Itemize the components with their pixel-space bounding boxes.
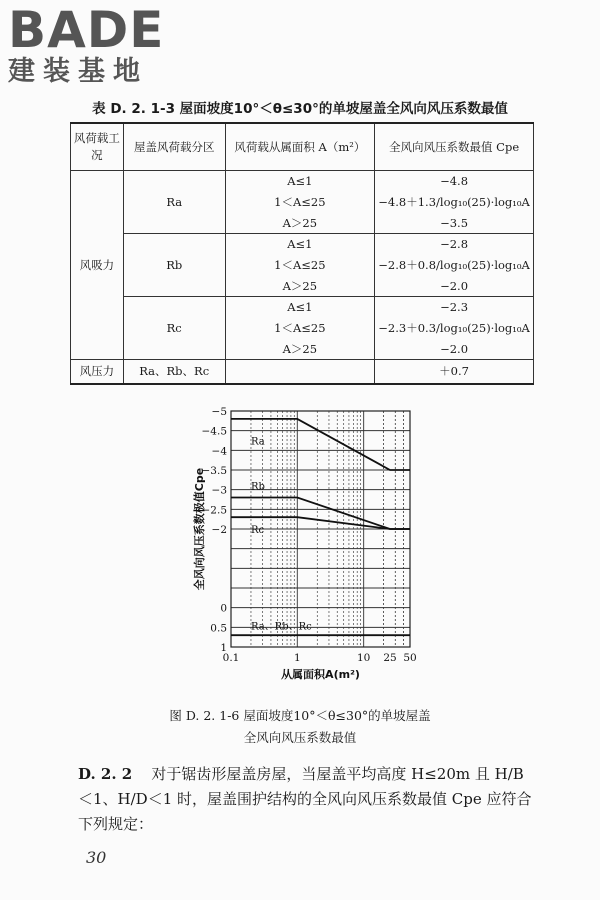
area-range: A＞25 bbox=[282, 215, 318, 230]
header-cell: 全风向风压系数最值 Cpe bbox=[375, 123, 534, 171]
table-row bbox=[71, 234, 534, 297]
chart-svg bbox=[0, 398, 600, 698]
y-tick-label: −2.5 bbox=[201, 504, 227, 517]
x-axis-label: 从属面积A(m²) bbox=[281, 668, 360, 681]
area-range: A＞25 bbox=[282, 278, 318, 293]
table-header-row bbox=[71, 123, 534, 171]
area-range: A≤1 bbox=[287, 237, 313, 252]
y-tick-label: −3.5 bbox=[201, 465, 227, 477]
y-tick-label: −3 bbox=[211, 484, 227, 497]
value-cell bbox=[375, 297, 534, 360]
paragraph-number: D. 2. 2 bbox=[78, 765, 133, 783]
header-cell: 风荷载工况 bbox=[71, 123, 124, 171]
coefficient-table bbox=[70, 122, 534, 385]
area-range: 1＜A≤25 bbox=[274, 257, 326, 272]
area-range: 1＜A≤25 bbox=[274, 194, 326, 209]
y-tick-label: 0.5 bbox=[210, 622, 227, 635]
coef-value: −2.0 bbox=[440, 341, 469, 356]
header-cell: 风荷载从属面积 A（m²） bbox=[225, 123, 375, 171]
zone-cell: Ra bbox=[123, 171, 225, 234]
area-cell bbox=[225, 297, 375, 360]
zone-cell: Rb bbox=[123, 234, 225, 297]
zone-cell: Ra、Rb、Rc bbox=[123, 360, 225, 384]
coef-value: −2.8＋0.8/log₁₀(25)·log₁₀A bbox=[378, 257, 530, 272]
condition-cell: 风压力 bbox=[71, 360, 124, 384]
coef-value: −2.0 bbox=[440, 278, 469, 293]
logo-main-text: BADE bbox=[8, 1, 165, 59]
series-label: Rc bbox=[250, 525, 265, 536]
figure-caption-line1: 图 D. 2. 1-6 屋面坡度10°＜θ≤30°的单坡屋盖 bbox=[169, 708, 431, 723]
y-tick-label: 0 bbox=[220, 602, 227, 615]
area-range: A≤1 bbox=[287, 300, 313, 315]
y-tick-label: −4.5 bbox=[201, 425, 227, 438]
coef-value: −2.3 bbox=[440, 300, 469, 315]
area-cell bbox=[225, 171, 375, 234]
series-label: Rb bbox=[250, 481, 265, 493]
x-tick-label: 10 bbox=[356, 652, 371, 664]
area-range: A≤1 bbox=[287, 174, 313, 189]
table-row bbox=[71, 297, 534, 360]
coef-value: −4.8 bbox=[440, 174, 469, 189]
condition-cell: 风吸力 bbox=[71, 171, 124, 360]
area-range: 1＜A≤25 bbox=[274, 320, 326, 335]
x-tick-label: 50 bbox=[403, 652, 417, 664]
series-label: Ra bbox=[250, 436, 265, 448]
value-cell: ＋0.7 bbox=[375, 360, 534, 384]
value-cell bbox=[375, 234, 534, 297]
coef-value: −3.5 bbox=[440, 215, 469, 230]
chart bbox=[0, 398, 600, 698]
table-row bbox=[71, 360, 534, 384]
zone-cell: Rc bbox=[123, 297, 225, 360]
area-range: A＞25 bbox=[282, 341, 318, 356]
value-cell bbox=[375, 171, 534, 234]
y-tick-label: −4 bbox=[211, 445, 227, 458]
page-number: 30 bbox=[86, 848, 107, 867]
table-row bbox=[71, 171, 534, 234]
series-label: Ra、Rb、Rc bbox=[250, 621, 312, 633]
y-tick-label: −2 bbox=[211, 524, 227, 536]
x-tick-label: 25 bbox=[383, 652, 397, 664]
coef-value: −4.8＋1.3/log₁₀(25)·log₁₀A bbox=[378, 194, 530, 209]
paragraph-text: 对于锯齿形屋盖房屋，当屋盖平均高度 H≤20m 且 H/B＜1、H/D＜1 时，屋盖围护结构的全风向风压系数最值 Cpe 应符合下列规定： bbox=[78, 765, 532, 833]
logo-sub-text: 建装基地 bbox=[8, 56, 148, 87]
table-title: 表 D. 2. 1-3 屋面坡度10°＜θ≤30°的单坡屋盖全风向风压系数最值 bbox=[92, 101, 508, 117]
y-axis-label: 全风向风压系数极值Cpe bbox=[193, 467, 206, 591]
logo bbox=[8, 1, 165, 88]
header-cell: 屋盖风荷载分区 bbox=[123, 123, 225, 171]
area-cell bbox=[225, 360, 375, 384]
area-cell bbox=[225, 234, 375, 297]
y-tick-label: 1 bbox=[220, 642, 227, 654]
y-tick-label: −5 bbox=[211, 406, 227, 418]
coef-value: −2.3＋0.3/log₁₀(25)·log₁₀A bbox=[378, 320, 530, 335]
figure-caption-line2: 全风向风压系数最值 bbox=[243, 730, 357, 745]
x-tick-label: 0.1 bbox=[222, 652, 240, 664]
paragraph bbox=[78, 762, 538, 837]
coef-value: −2.8 bbox=[440, 237, 469, 252]
x-tick-label: 1 bbox=[293, 652, 301, 664]
